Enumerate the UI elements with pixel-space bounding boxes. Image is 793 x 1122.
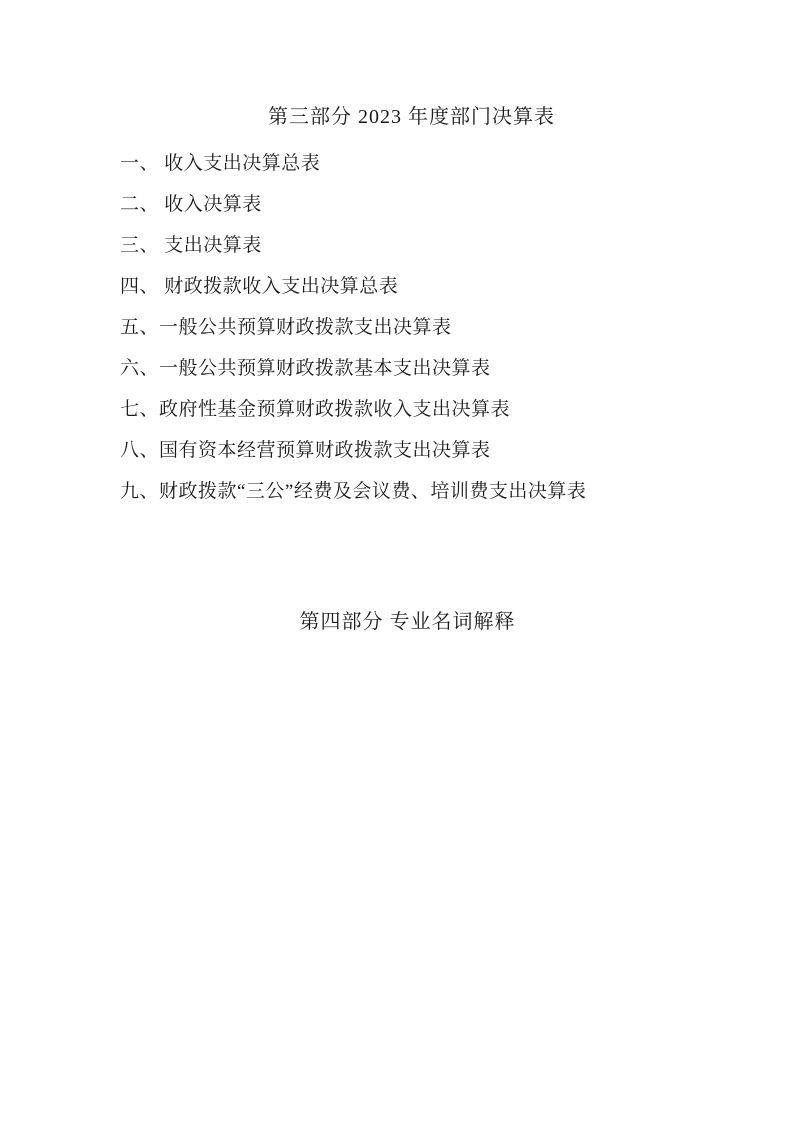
list-item: 一、 收入支出决算总表 [120, 153, 321, 174]
list-item: 六、一般公共预算财政拨款基本支出决算表 [120, 358, 491, 379]
list-item: 七、政府性基金预算财政拨款收入支出决算表 [120, 399, 511, 420]
list-item: 八、国有资本经营预算财政拨款支出决算表 [120, 440, 491, 461]
list-item: 四、 财政拨款收入支出决算总表 [120, 276, 399, 297]
part3-heading: 第三部分 2023 年度部门决算表 [268, 106, 555, 128]
part4-heading: 第四部分 专业名词解释 [299, 611, 516, 633]
list-item: 三、 支出决算表 [120, 235, 262, 256]
list-item: 二、 收入决算表 [120, 194, 262, 215]
part3-table-of-contents [120, 143, 733, 512]
list-item: 九、财政拨款“三公”经费及会议费、培训费支出决算表 [120, 481, 587, 502]
list-item: 五、一般公共预算财政拨款支出决算表 [120, 317, 452, 338]
